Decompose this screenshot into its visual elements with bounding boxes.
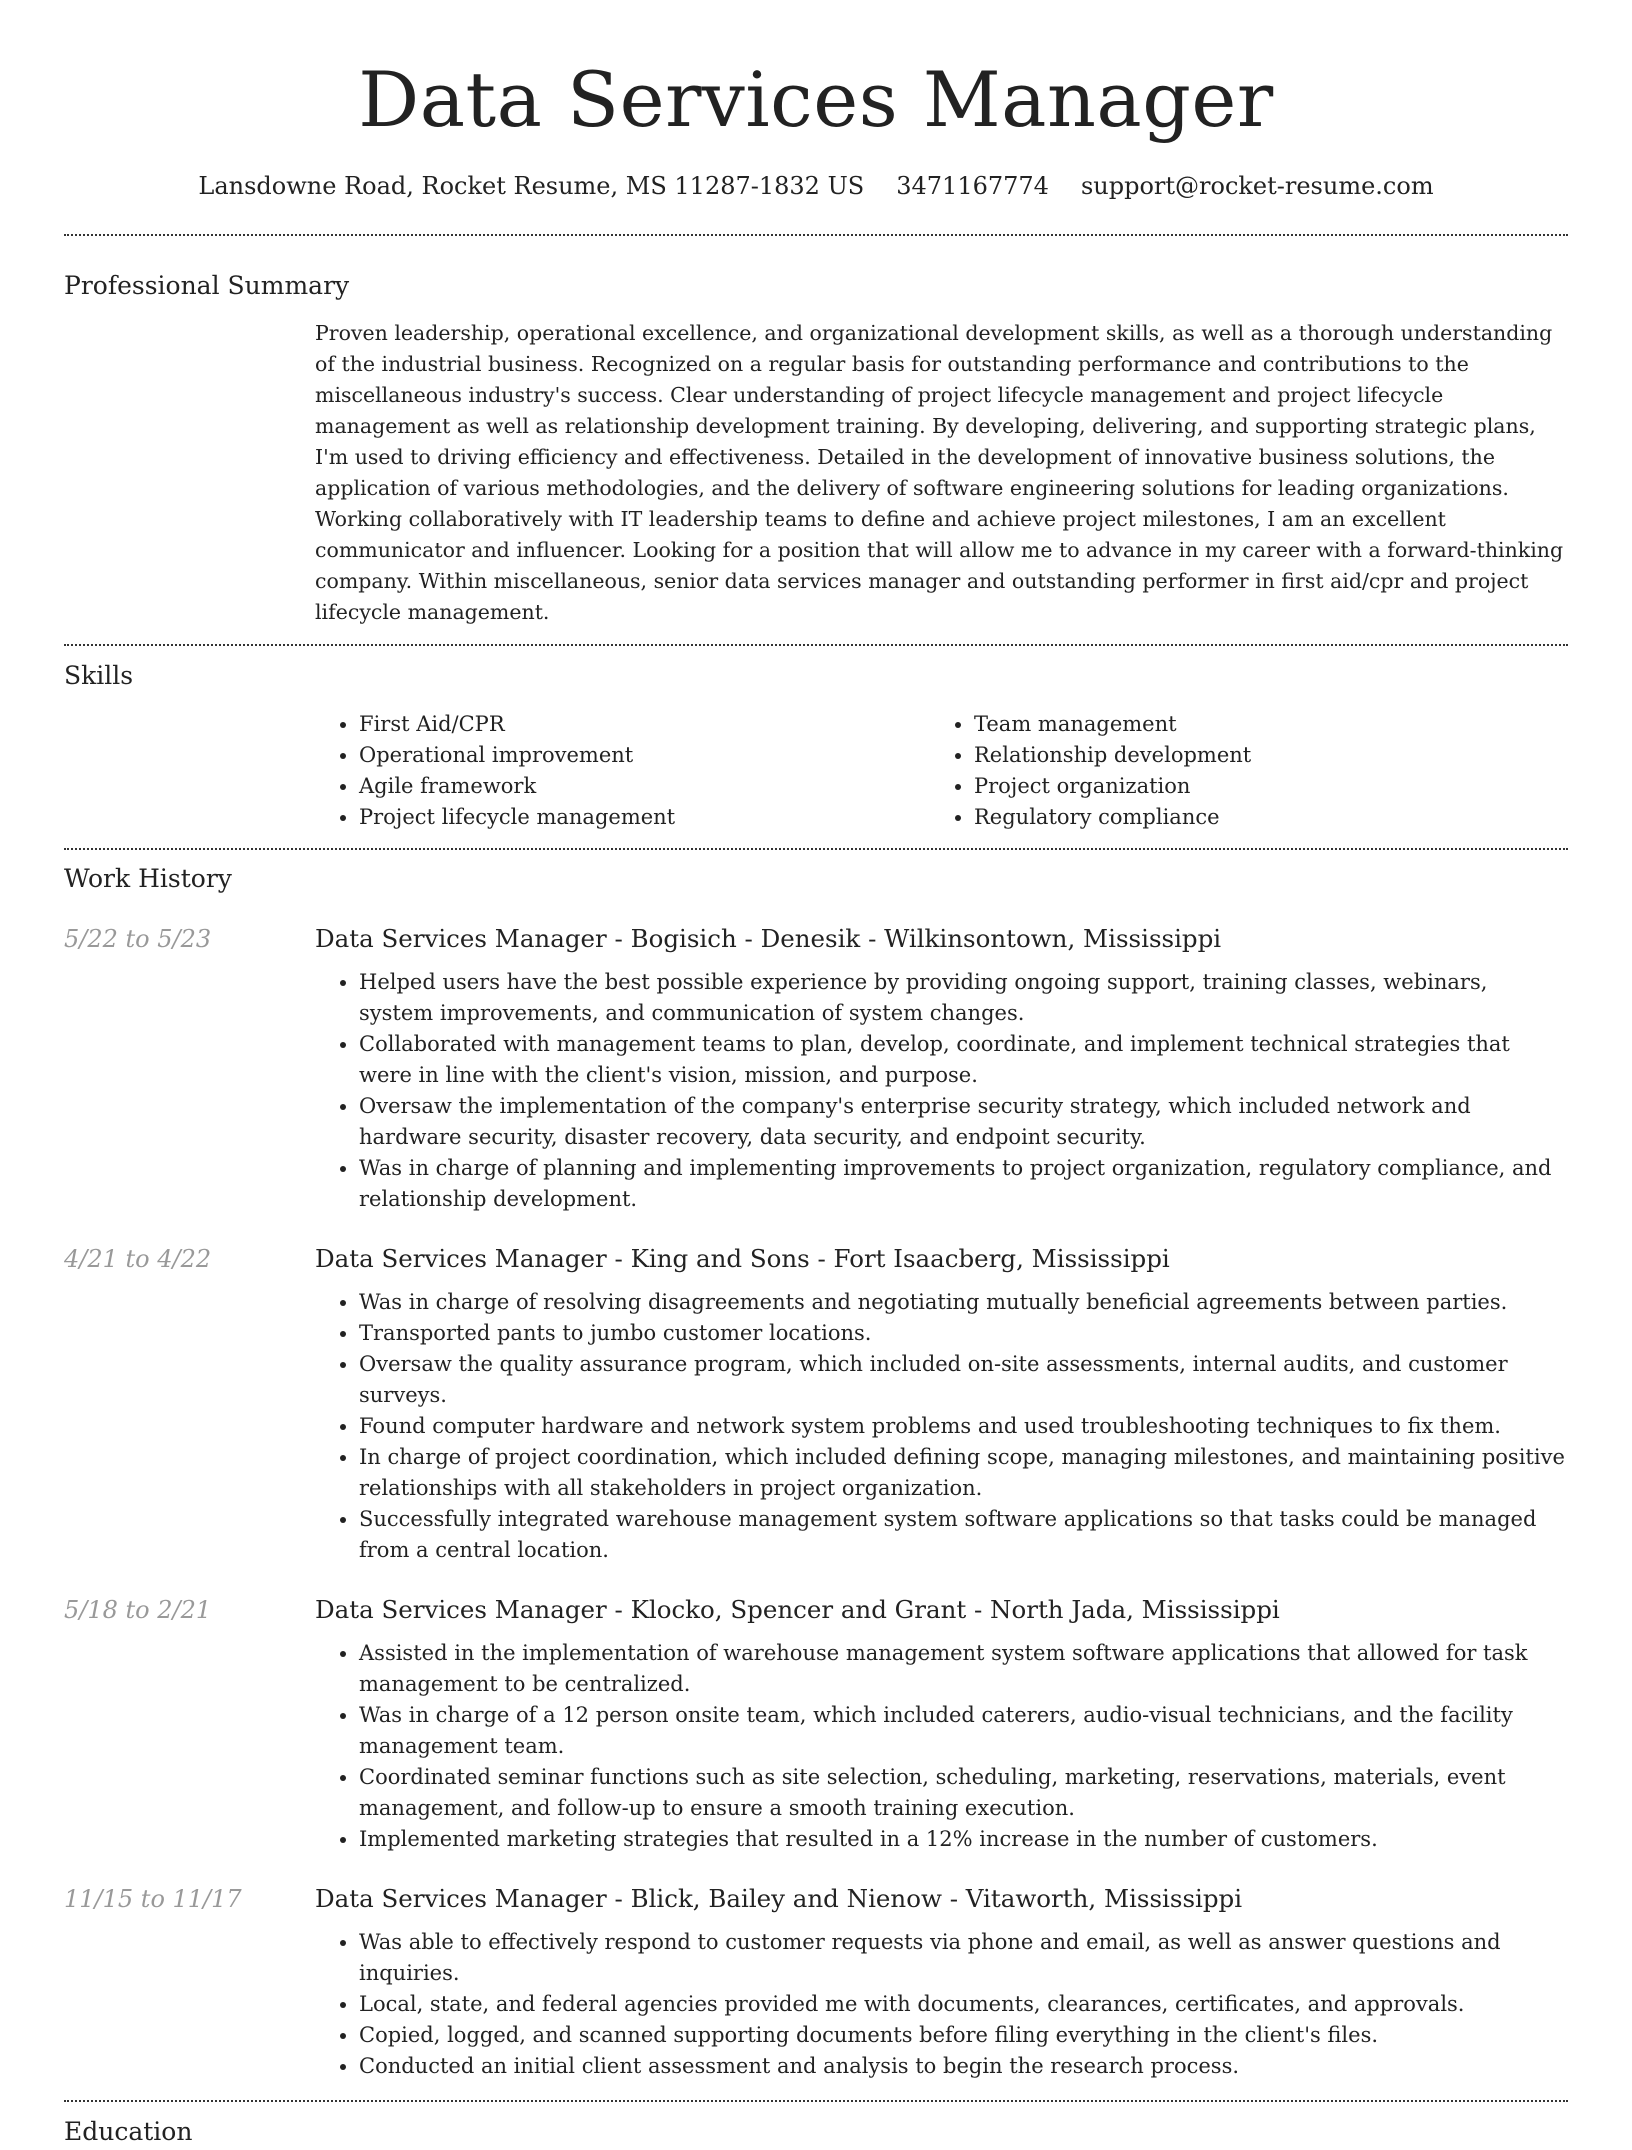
contact-phone: 3471167774 — [896, 172, 1049, 200]
job-title: Data Services Manager - Bogisich - Denesik - Wilkinsontown, Mississippi — [315, 924, 1222, 953]
summary-text: Proven leadership, operational excellence, and organizational development skills, as well as a thorough understanding of the industrial business. Recognized on a regular basis for outstanding performance and contributions to the miscellaneous industry's success. Clear understanding of project lifecycle management and project lifecycle management as well as relationship development training. By developing, delivering, and supporting strategic plans, I'm used to driving efficiency and effectiveness. Detailed in the development of innovative business solutions, the application of various methodologies, and the delivery of software engineering solutions for leading organizations. Working collaboratively with IT leadership teams to define and achieve project milestones, I am an excellent communicator and influencer. Looking for a position that will allow me to advance in my career with a forward-thinking company. Within miscellaneous, senior data services manager and outstanding performer in first aid/cpr and project lifecycle management. — [315, 321, 1564, 624]
job-details — [315, 1881, 1568, 2082]
skill-item: • Project organization — [974, 771, 1501, 802]
job-details — [315, 1592, 1568, 1855]
job-bullet: • Copied, logged, and scanned supporting documents before filing everything in the client's files. — [359, 2020, 1568, 2051]
job-dates: 11/15 to 11/17 — [64, 1885, 242, 1913]
job-bullet: • Successfully integrated warehouse management system software applications so that tasks could be managed from a central location. — [359, 1504, 1568, 1566]
job-bullets — [315, 1287, 1568, 1566]
job-bullet: • Was in charge of resolving disagreements and negotiating mutually beneficial agreements between parties. — [359, 1287, 1568, 1318]
summary-block — [64, 318, 1568, 628]
job-entry — [64, 1881, 1568, 2082]
skills-list — [64, 709, 1568, 833]
section-title-work: Work History — [64, 864, 232, 893]
job-title: Data Services Manager - Klocko, Spencer and Grant - North Jada, Mississippi — [315, 1595, 1280, 1624]
section-divider — [64, 2100, 1568, 2102]
skill-item: • Project lifecycle management — [359, 802, 930, 833]
skill-item: • Operational improvement — [359, 740, 930, 771]
job-bullets — [315, 1927, 1568, 2082]
job-bullet: • Was in charge of planning and implementing improvements to project organization, regulatory compliance, and relationship development. — [359, 1153, 1568, 1215]
section-title-education: Education — [64, 2117, 193, 2146]
job-entry — [64, 1241, 1568, 1566]
job-dates: 5/18 to 2/21 — [64, 1596, 212, 1624]
job-dates: 5/22 to 5/23 — [64, 925, 212, 953]
job-bullet: • Implemented marketing strategies that resulted in a 12% increase in the number of customers. — [359, 1824, 1568, 1855]
contact-line — [64, 168, 1568, 204]
skill-item: • Regulatory compliance — [974, 802, 1501, 833]
job-bullet: • Found computer hardware and network system problems and used troubleshooting techniques to fix them. — [359, 1411, 1568, 1442]
job-bullet: • Local, state, and federal agencies provided me with documents, clearances, certificates, and approvals. — [359, 1989, 1568, 2020]
skills-column-right — [930, 709, 1501, 833]
section-title-skills: Skills — [64, 661, 134, 690]
job-bullets — [315, 967, 1568, 1215]
header-divider — [64, 234, 1568, 236]
job-bullets — [315, 1638, 1568, 1855]
job-title: Data Services Manager - King and Sons - Fort Isaacberg, Mississippi — [315, 1244, 1170, 1273]
job-bullet: • Collaborated with management teams to plan, develop, coordinate, and implement technical strategies that were in line with the client's vision, mission, and purpose. — [359, 1029, 1568, 1091]
job-bullet: • Conducted an initial client assessment and analysis to begin the research process. — [359, 2051, 1568, 2082]
job-bullet: • Transported pants to jumbo customer locations. — [359, 1318, 1568, 1349]
section-divider — [64, 644, 1568, 646]
job-dates: 4/21 to 4/22 — [64, 1245, 212, 1273]
skill-item: • Agile framework — [359, 771, 930, 802]
skills-column-left — [315, 709, 930, 833]
job-bullet: • Was able to effectively respond to customer requests via phone and email, as well as answer questions and inquiries. — [359, 1927, 1568, 1989]
job-bullet: • Oversaw the implementation of the company's enterprise security strategy, which included network and hardware security, disaster recovery, data security, and endpoint security. — [359, 1091, 1568, 1153]
job-entry — [64, 921, 1568, 1215]
job-title: Data Services Manager - Blick, Bailey and Nienow - Vitaworth, Mississippi — [315, 1884, 1243, 1913]
job-bullet: • Assisted in the implementation of warehouse management system software applications that allowed for task management to be centralized. — [359, 1638, 1568, 1700]
job-bullet: • Was in charge of a 12 person onsite team, which included caterers, audio-visual technicians, and the facility management team. — [359, 1700, 1568, 1762]
section-divider — [64, 848, 1568, 850]
job-details — [315, 1241, 1568, 1566]
job-details — [315, 921, 1568, 1215]
contact-address: Lansdowne Road, Rocket Resume, MS 11287-1832 US — [198, 172, 865, 200]
resume-name: Data Services Manager — [358, 55, 1274, 144]
skill-item: • Relationship development — [974, 740, 1501, 771]
job-bullet: • Helped users have the best possible experience by providing ongoing support, training classes, webinars, system improvements, and communication of system changes. — [359, 967, 1568, 1029]
contact-email[interactable]: support@rocket-resume.com — [1080, 172, 1434, 200]
job-bullet: • In charge of project coordination, which included defining scope, managing milestones, and maintaining positive relationships with all stakeholders in project organization. — [359, 1442, 1568, 1504]
work-history-list — [64, 921, 1568, 2082]
skill-item: • Team management — [974, 709, 1501, 740]
job-bullet: • Coordinated seminar functions such as site selection, scheduling, marketing, reservations, materials, event management, and follow-up to ensure a smooth training execution. — [359, 1762, 1568, 1824]
section-title-summary: Professional Summary — [64, 271, 350, 300]
skill-item: • First Aid/CPR — [359, 709, 930, 740]
job-bullet: • Oversaw the quality assurance program, which included on-site assessments, internal audits, and customer surveys. — [359, 1349, 1568, 1411]
job-entry — [64, 1592, 1568, 1855]
